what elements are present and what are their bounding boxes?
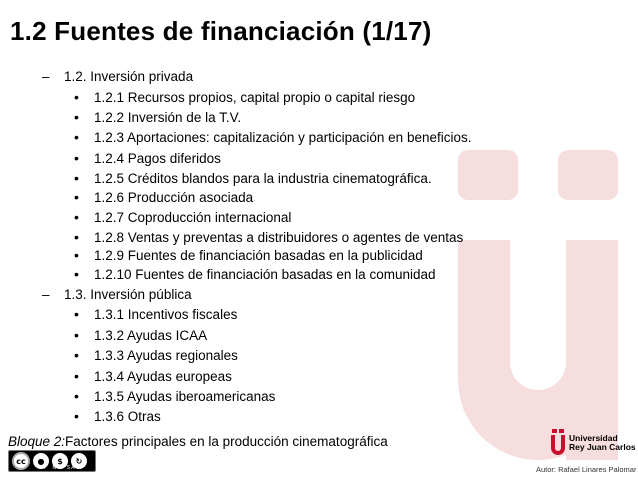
bullet-marker: • (74, 189, 79, 205)
list-item-text: 1.3.5 Ayudas iberoamericanas (94, 389, 276, 404)
bullet-marker: • (74, 327, 79, 343)
bullet-marker: • (74, 229, 79, 245)
bullet-marker: • (74, 109, 79, 125)
bullet-marker: • (74, 306, 79, 322)
bullet-marker: • (74, 209, 79, 225)
list-item-text: 1.2.1 Recursos propios, capital propio o capital riesgo (94, 90, 416, 105)
university-name-line2: Rey Juan Carlos (569, 442, 636, 452)
bullet-marker: • (74, 266, 79, 282)
dash-marker: – (42, 287, 50, 302)
bullet-marker: • (74, 129, 79, 145)
watermark-dot-right (558, 150, 618, 200)
watermark-dot-left (458, 150, 518, 200)
section-label: 1.3. Inversión pública (64, 287, 192, 302)
urjc-u-icon (551, 429, 565, 457)
dash-marker: – (42, 69, 50, 84)
cc-labels (39, 465, 76, 471)
nc-icon: $ (52, 453, 68, 469)
list-item-text: 1.2.6 Producción asociada (94, 190, 254, 205)
sa-label: SA (66, 465, 76, 471)
slide-title: 1.2 Fuentes de financiación (1/17) (10, 16, 432, 46)
cc-icon: cc (12, 452, 30, 470)
sa-icon: ↻ (71, 453, 87, 469)
bullet-marker: • (74, 408, 79, 424)
list-item-text: 1.3.2 Ayudas ICAA (94, 328, 208, 343)
list-item-text: 1.2.9 Fuentes de financiación basadas en la publicidad (94, 248, 423, 263)
list-item-text: 1.2.2 Inversión de la T.V. (94, 110, 242, 125)
bullet-marker: • (74, 89, 79, 105)
list-item-text: 1.3.4 Ayudas europeas (94, 369, 232, 384)
bullet-marker: • (74, 388, 79, 404)
list-item-text: 1.3.6 Otras (94, 409, 161, 424)
list-item-text: 1.2.3 Aportaciones: capitalización y participación en beneficios. (94, 130, 472, 145)
list-item-text: 1.2.5 Créditos blandos para la industria cinematográfica. (94, 171, 432, 186)
list-item-text: 1.3.1 Incentivos fiscales (94, 307, 238, 322)
bullet-marker: • (74, 368, 79, 384)
creative-commons-by-nc-sa-icon[interactable] (8, 450, 96, 472)
bullet-marker: • (74, 150, 79, 166)
footer-block (8, 434, 388, 449)
university-logo (551, 425, 636, 465)
by-label: BY (39, 465, 48, 471)
nc-label: NC (52, 465, 62, 471)
watermark-crown (470, 30, 620, 130)
list-item-text: 1.2.10 Fuentes de financiación basadas en la comunidad (94, 267, 436, 282)
list-item-text: 1.2.4 Pagos diferidos (94, 151, 221, 166)
by-icon: ● (33, 453, 49, 469)
list-item-text: 1.2.7 Coproducción internacional (94, 210, 292, 225)
university-name-line1: Universidad (569, 433, 618, 443)
section-label: 1.2. Inversión privada (64, 69, 194, 84)
author-credit: Autor: Rafael Linares Palomar (536, 465, 637, 474)
bullet-marker: • (74, 347, 79, 363)
list-item-text: 1.2.8 Ventas y preventas a distribuidores o agentes de ventas (94, 230, 464, 245)
university-name (569, 434, 636, 452)
bullet-marker: • (74, 247, 79, 263)
footer-block-label: Bloque 2: (8, 434, 66, 449)
footer-block-text: Factores principales en la producción cinematográfica (65, 434, 388, 449)
bullet-marker: • (74, 170, 79, 186)
list-item-text: 1.3.3 Ayudas regionales (94, 348, 238, 363)
